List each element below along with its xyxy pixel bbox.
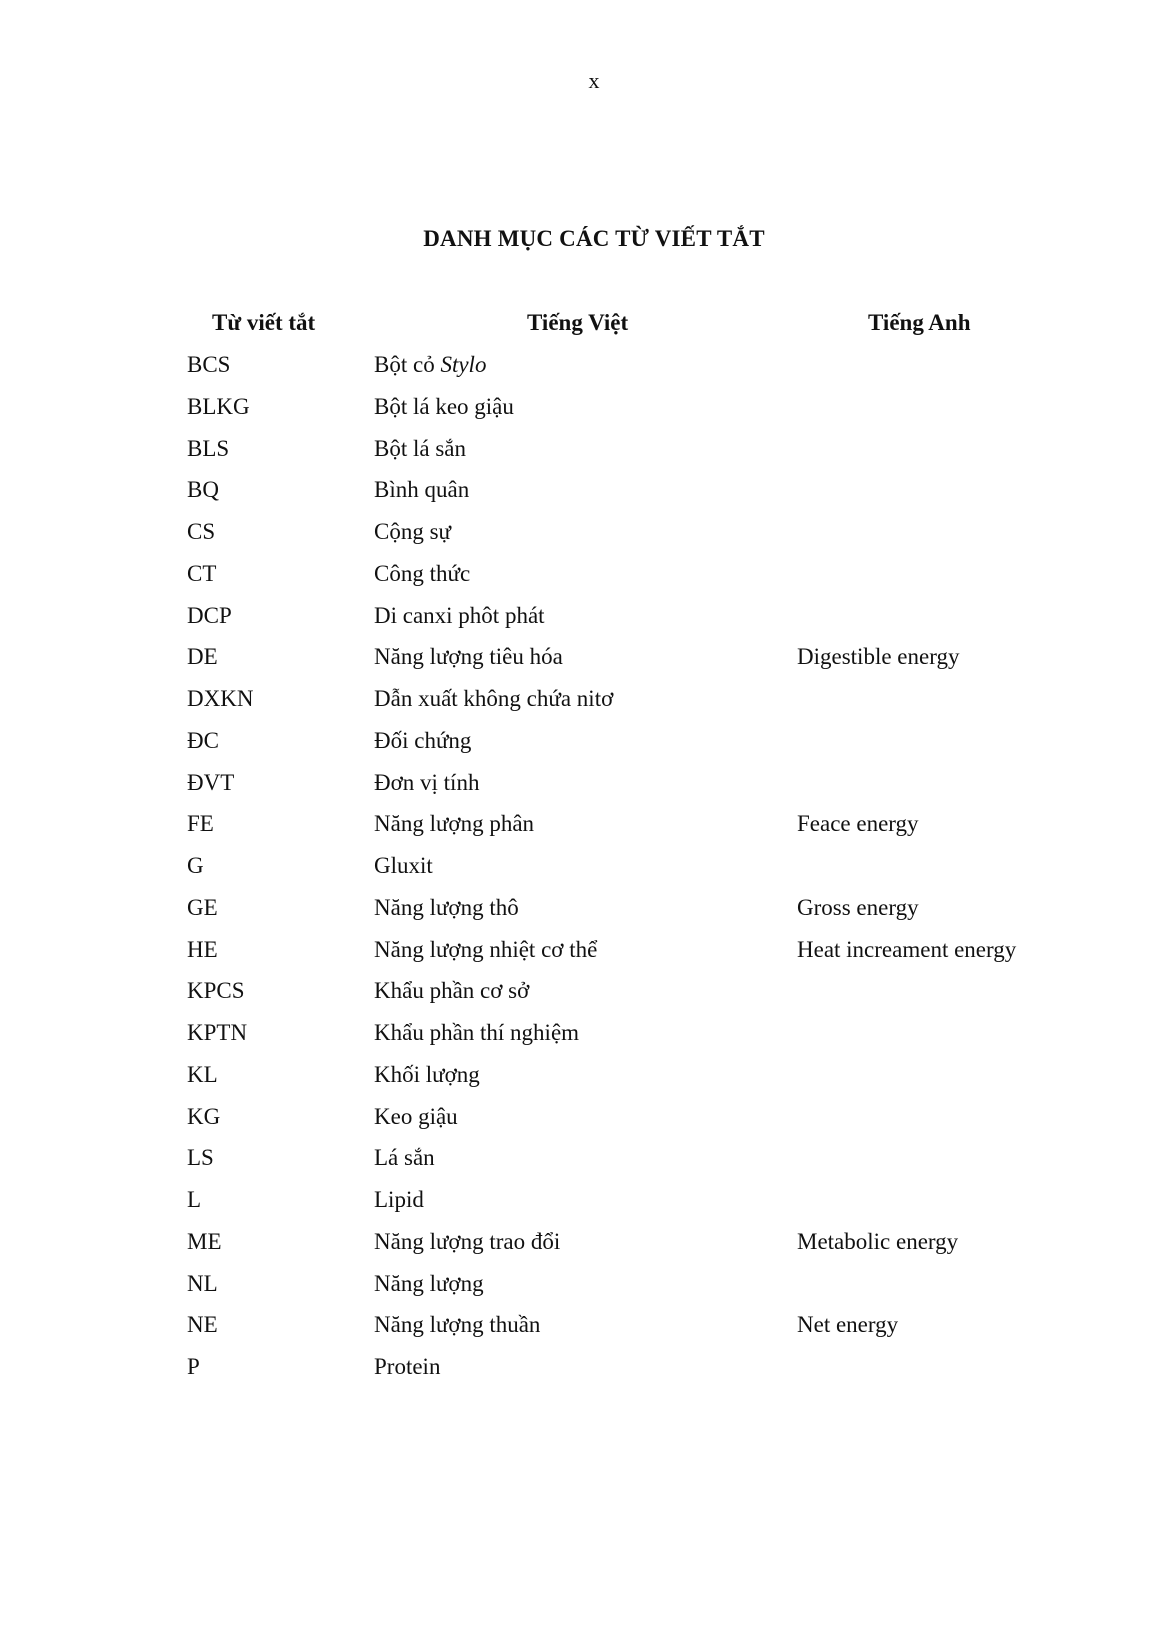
table-row bbox=[0, 436, 1158, 478]
vietnamese-cell bbox=[374, 770, 479, 796]
abbreviation-cell: KPCS bbox=[187, 978, 245, 1004]
abbreviation-cell: G bbox=[187, 853, 204, 878]
table-row bbox=[0, 1104, 1158, 1146]
table-row bbox=[0, 770, 1158, 812]
table-row bbox=[0, 937, 1158, 979]
page-number: x bbox=[588, 68, 600, 93]
vietnamese-italic-text: Stylo bbox=[440, 352, 487, 377]
vietnamese-cell bbox=[374, 1312, 540, 1338]
vietnamese-cell bbox=[374, 477, 469, 503]
english-cell: Feace energy bbox=[797, 811, 919, 837]
table-row bbox=[0, 1354, 1158, 1396]
abbreviation-cell: GE bbox=[187, 894, 218, 920]
table-row bbox=[0, 394, 1158, 436]
abbreviation-cell: P bbox=[187, 1354, 200, 1379]
vietnamese-cell bbox=[374, 895, 519, 921]
vietnamese-cell bbox=[374, 1187, 424, 1213]
abbreviation-cell: KL bbox=[187, 1061, 218, 1087]
vietnamese-cell bbox=[374, 1020, 579, 1046]
table-row bbox=[0, 978, 1158, 1020]
abbreviation-cell: CS bbox=[187, 519, 216, 544]
table-row bbox=[0, 1145, 1158, 1187]
vietnamese-text: Gluxit bbox=[374, 853, 433, 878]
vietnamese-cell bbox=[374, 978, 529, 1004]
vietnamese-text: Lipid bbox=[374, 1187, 424, 1212]
abbreviation-cell: HE bbox=[187, 936, 218, 962]
abbreviation-cell: CT bbox=[187, 560, 217, 586]
vietnamese-cell bbox=[374, 352, 486, 378]
vietnamese-text: Đối chứng bbox=[374, 727, 472, 753]
vietnamese-text: Khối lượng bbox=[374, 1061, 480, 1087]
abbreviation-cell: NE bbox=[187, 1312, 218, 1338]
vietnamese-text: Đơn vị tính bbox=[374, 769, 480, 795]
vietnamese-text: Cộng sự bbox=[374, 519, 452, 544]
abbreviation-cell: ĐVT bbox=[187, 769, 235, 795]
abbreviation-cell: KG bbox=[187, 1103, 221, 1129]
vietnamese-cell bbox=[374, 394, 514, 420]
vietnamese-text: Năng lượng phân bbox=[374, 811, 535, 837]
table-row bbox=[0, 352, 1158, 394]
header-abbreviation: Từ viết tắt bbox=[212, 310, 316, 335]
english-cell: Gross energy bbox=[797, 894, 919, 920]
table-header bbox=[0, 310, 1158, 342]
abbreviation-cell: ĐC bbox=[187, 727, 219, 753]
abbreviation-cell: BLS bbox=[187, 435, 230, 461]
table-row bbox=[0, 519, 1158, 561]
header-english: Tiếng Anh bbox=[868, 310, 971, 335]
table-row bbox=[0, 1271, 1158, 1313]
table-row bbox=[0, 1020, 1158, 1062]
abbreviation-cell: DXKN bbox=[187, 686, 254, 711]
english-cell: Heat increament energy bbox=[797, 936, 1017, 962]
table-row bbox=[0, 895, 1158, 937]
vietnamese-text: Bột lá keo giậu bbox=[374, 393, 514, 419]
english-cell: Metabolic energy bbox=[797, 1228, 959, 1254]
table-row bbox=[0, 1229, 1158, 1271]
vietnamese-cell bbox=[374, 644, 563, 670]
vietnamese-cell bbox=[374, 603, 545, 629]
table-row bbox=[0, 853, 1158, 895]
table-row bbox=[0, 644, 1158, 686]
page-title: DANH MỤC CÁC TỪ VIẾT TẮT bbox=[423, 226, 765, 251]
vietnamese-text: Dẫn xuất không chứa nitơ bbox=[374, 686, 614, 711]
vietnamese-text: Bột cỏ bbox=[374, 352, 441, 377]
abbreviation-cell: NL bbox=[187, 1270, 218, 1296]
abbreviation-cell: ME bbox=[187, 1228, 222, 1254]
vietnamese-text: Công thức bbox=[374, 560, 471, 586]
abbreviation-cell: DE bbox=[187, 644, 218, 670]
vietnamese-text: Di canxi phôt phát bbox=[374, 602, 545, 628]
abbreviation-cell: LS bbox=[187, 1145, 214, 1171]
table-row bbox=[0, 728, 1158, 770]
table-row bbox=[0, 603, 1158, 645]
vietnamese-text: Năng lượng tiêu hóa bbox=[374, 644, 563, 670]
vietnamese-text: Khẩu phần cơ sở bbox=[374, 978, 530, 1004]
vietnamese-text: Bột lá sắn bbox=[374, 435, 466, 461]
table-row bbox=[0, 1062, 1158, 1104]
table-row bbox=[0, 686, 1158, 728]
vietnamese-text: Bình quân bbox=[374, 477, 470, 503]
vietnamese-cell bbox=[374, 853, 433, 879]
vietnamese-cell bbox=[374, 1145, 435, 1171]
abbreviation-cell: BCS bbox=[187, 352, 231, 377]
vietnamese-cell bbox=[374, 1271, 484, 1297]
vietnamese-cell bbox=[374, 1229, 560, 1255]
abbreviation-cell: BQ bbox=[187, 477, 219, 503]
abbreviation-cell: DCP bbox=[187, 602, 232, 628]
abbreviation-cell: L bbox=[187, 1187, 202, 1212]
abbreviation-cell: KPTN bbox=[187, 1020, 248, 1045]
vietnamese-text: Năng lượng thô bbox=[374, 894, 519, 920]
vietnamese-cell bbox=[374, 728, 471, 754]
english-cell: Digestible energy bbox=[797, 644, 960, 670]
vietnamese-text: Lá sắn bbox=[374, 1145, 435, 1171]
vietnamese-cell bbox=[374, 1104, 458, 1130]
abbreviation-cell: BLKG bbox=[187, 393, 250, 419]
abbreviation-table bbox=[0, 352, 1158, 1396]
table-row bbox=[0, 811, 1158, 853]
vietnamese-cell bbox=[374, 1062, 480, 1088]
table-row bbox=[0, 561, 1158, 603]
vietnamese-cell bbox=[374, 519, 451, 545]
vietnamese-text: Năng lượng thuần bbox=[374, 1312, 541, 1338]
table-row bbox=[0, 477, 1158, 519]
header-vietnamese: Tiếng Việt bbox=[527, 310, 629, 335]
table-row bbox=[0, 1187, 1158, 1229]
vietnamese-text: Protein bbox=[374, 1354, 441, 1379]
vietnamese-cell bbox=[374, 686, 613, 712]
vietnamese-text: Khẩu phần thí nghiệm bbox=[374, 1020, 580, 1045]
vietnamese-text: Năng lượng trao đổi bbox=[374, 1228, 561, 1254]
vietnamese-cell bbox=[374, 1354, 440, 1380]
vietnamese-text: Keo giậu bbox=[374, 1103, 458, 1129]
abbreviation-cell: FE bbox=[187, 811, 214, 837]
vietnamese-text: Năng lượng bbox=[374, 1270, 484, 1296]
vietnamese-cell bbox=[374, 937, 597, 963]
english-cell: Net energy bbox=[797, 1312, 899, 1338]
table-row bbox=[0, 1312, 1158, 1354]
vietnamese-cell bbox=[374, 811, 534, 837]
vietnamese-cell bbox=[374, 436, 466, 462]
vietnamese-text: Năng lượng nhiệt cơ thể bbox=[374, 936, 598, 962]
vietnamese-cell bbox=[374, 561, 470, 587]
